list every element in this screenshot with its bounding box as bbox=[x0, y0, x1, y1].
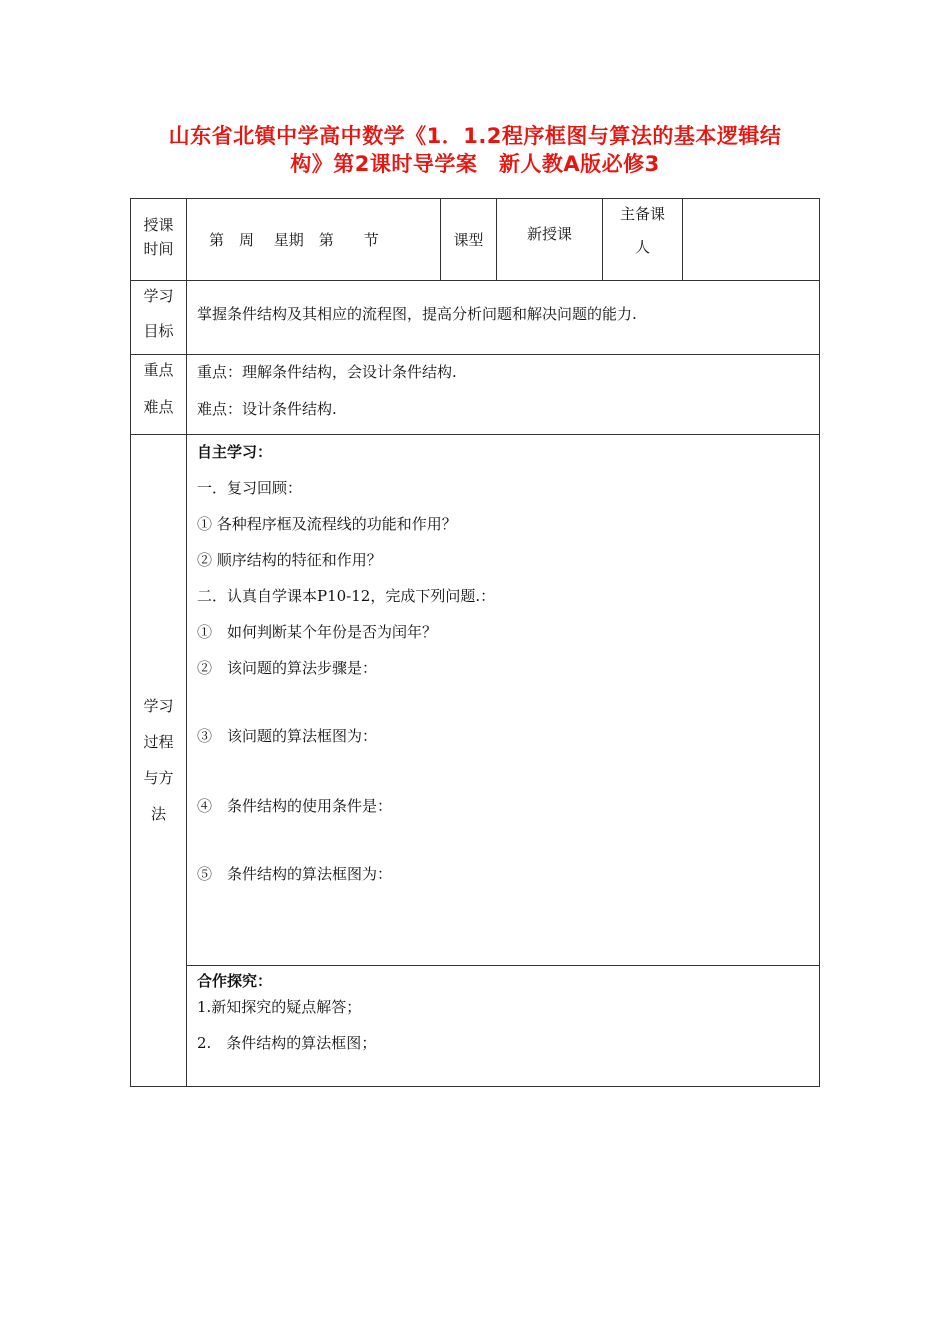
process-label-line-2: 过程 bbox=[143, 733, 174, 751]
key-points-row bbox=[131, 355, 820, 435]
key-points-label-2: 难点 bbox=[143, 398, 174, 416]
process-label-line-1: 学习 bbox=[143, 697, 174, 715]
key-point-text: 重点：理解条件结构，会设计条件结构. bbox=[197, 363, 457, 381]
self-study-cell bbox=[187, 435, 820, 966]
review-question-1: ① 各种程序框及流程线的功能和作用？ bbox=[197, 515, 457, 533]
review-heading: 一．复习回顾： bbox=[197, 479, 303, 497]
document-title bbox=[130, 122, 820, 178]
preparer-label-1: 主备课 bbox=[619, 205, 665, 223]
preparer-label-cell bbox=[603, 199, 683, 281]
process-label-cell bbox=[131, 435, 187, 1087]
key-points-label-1: 重点 bbox=[143, 361, 174, 379]
time-value: 第 周 星期 第 节 bbox=[209, 231, 379, 249]
type-label-cell bbox=[441, 199, 497, 281]
goals-text: 掌握条件结构及其相应的流程图，提高分析问题和解决问题的能力. bbox=[197, 305, 637, 323]
time-value-cell bbox=[187, 199, 441, 281]
self-study-content bbox=[187, 435, 819, 965]
question-4: ④ 条件结构的使用条件是： bbox=[197, 797, 393, 815]
cooperation-content bbox=[187, 966, 819, 1086]
title-line-1: 山东省北镇中学高中数学《1．1.2程序框图与算法的基本逻辑结 bbox=[168, 124, 782, 148]
preparer-label-2: 人 bbox=[634, 238, 650, 256]
goals-label-1: 学习 bbox=[143, 287, 174, 305]
review-question-2: ② 顺序结构的特征和作用？ bbox=[197, 551, 382, 569]
process-label-line-4: 法 bbox=[150, 805, 166, 823]
read-heading: 二．认真自学课本P10-12，完成下列问题.： bbox=[197, 587, 496, 605]
time-label: 授课时间 bbox=[143, 216, 174, 258]
type-label: 课型 bbox=[453, 231, 484, 249]
question-2: ② 该问题的算法步骤是： bbox=[197, 659, 378, 677]
cooperation-heading: 合作探究： bbox=[197, 972, 273, 990]
question-5: ⑤ 条件结构的算法框图为： bbox=[197, 865, 393, 883]
question-1: ① 如何判断某个年份是否为闰年？ bbox=[197, 623, 438, 641]
key-points-text-cell bbox=[187, 355, 820, 435]
goals-label-2: 目标 bbox=[143, 322, 174, 340]
type-value: 新授课 bbox=[526, 225, 572, 243]
self-study-heading: 自主学习： bbox=[197, 443, 273, 461]
cooperation-item-2: 2. 条件结构的算法框图； bbox=[197, 1034, 377, 1052]
header-row bbox=[131, 199, 820, 281]
cooperation-item-1: 1.新知探究的疑点解答； bbox=[197, 998, 362, 1016]
process-label bbox=[131, 435, 186, 832]
goals-row bbox=[131, 281, 820, 355]
lesson-plan-table bbox=[130, 198, 820, 1087]
preparer-value-cell bbox=[683, 199, 820, 281]
goals-text-cell bbox=[187, 281, 820, 355]
cooperation-cell bbox=[187, 966, 820, 1087]
title-line-2: 构》第2课时导学案 新人教A版必修3 bbox=[290, 152, 660, 176]
type-value-cell bbox=[497, 199, 603, 281]
difficult-point-text: 难点：设计条件结构. bbox=[197, 400, 337, 418]
goals-label-cell bbox=[131, 281, 187, 355]
process-label-line-3: 与方 bbox=[143, 769, 174, 787]
key-points-label-cell bbox=[131, 355, 187, 435]
self-study-row bbox=[131, 435, 820, 966]
time-label-cell bbox=[131, 199, 187, 281]
question-3: ③ 该问题的算法框图为： bbox=[197, 727, 378, 745]
cooperation-row bbox=[131, 966, 820, 1087]
